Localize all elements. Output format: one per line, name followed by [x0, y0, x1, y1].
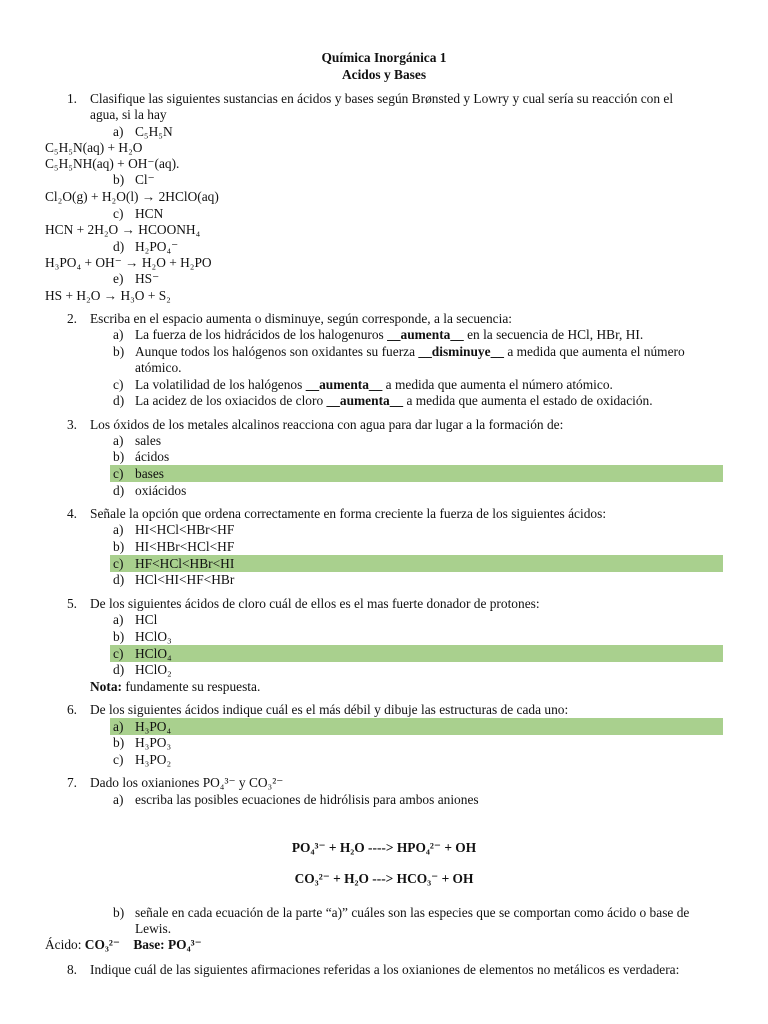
q7-text: Dado los oxianiones PO₄³⁻ y CO₃²⁻: [90, 775, 284, 790]
q1-e-reaction: HS + H₂O → H₃O + S₂: [45, 288, 171, 303]
q1-b-label: b): [113, 172, 125, 187]
q2-number: 2.: [66, 311, 77, 326]
q5-c-label: c): [113, 646, 124, 661]
q2-d-answer: __aumenta__: [326, 393, 404, 408]
q7-number: 7.: [66, 775, 77, 790]
q4-d-label: d): [113, 572, 125, 587]
q1-text-line2: agua, si la hay: [90, 107, 167, 122]
q7-answer: Ácido: CO₃²⁻ Base: PO₄³⁻: [45, 937, 202, 952]
q4-b-label: b): [113, 539, 125, 554]
q4-number: 4.: [66, 506, 77, 521]
q7-b-text-line1: señale en cada ecuación de la parte “a)” cuáles son las especies que se comportan como ácido o base de: [135, 905, 690, 920]
q1-c-reaction: HCN + 2H₂O → HCOONH₄: [45, 222, 201, 237]
q6-text: De los siguientes ácidos indique cuál es el más débil y dibuje las estructuras de cada uno:: [90, 702, 569, 717]
q6-option-c: H₃PO₂: [135, 752, 172, 767]
q3-a-label: a): [113, 433, 124, 448]
q6-option-b: H₃PO₃: [135, 735, 172, 750]
q2-c-answer: __aumenta__: [305, 377, 383, 392]
q3-number: 3.: [66, 417, 77, 432]
q5-d-label: d): [113, 662, 125, 677]
q2-b-sentence: Aunque todos los halógenos son oxidantes su fuerza __disminuye__ a medida que aumenta el número: [135, 344, 685, 359]
q3-c-label: c): [113, 466, 124, 481]
q1-a-item: C₅H₅N: [135, 124, 173, 139]
q1-number: 1.: [66, 91, 77, 106]
q1-a-reaction-2: C₅H₅NH(aq) + OH⁻(aq).: [45, 156, 180, 171]
q1-e-item: HS⁻: [135, 271, 160, 286]
q3-d-label: d): [113, 483, 125, 498]
q6-a-label: a): [113, 719, 124, 734]
q6-option-a: H₃PO₄: [135, 719, 172, 734]
q5-option-c: HClO₄: [135, 646, 172, 661]
q3-b-label: b): [113, 449, 125, 464]
q3-text: Los óxidos de los metales alcalinos reacciona con agua para dar lugar a la formación de:: [90, 417, 564, 432]
q4-text: Señale la opción que ordena correctamente en forma creciente la fuerza de los siguientes ácidos:: [90, 506, 607, 521]
q4-option-c: HF<HCl<HBr<HI: [135, 556, 235, 571]
q5-a-label: a): [113, 612, 124, 627]
q5-option-b: HClO₃: [135, 629, 172, 644]
q1-c-item: HCN: [135, 206, 164, 221]
document-title: Química Inorgánica 1: [321, 50, 447, 65]
q1-d-item: H₂PO₄⁻: [135, 239, 179, 254]
q2-d-label: d): [113, 393, 125, 408]
q5-option-a: HCl: [135, 612, 158, 627]
q6-number: 6.: [66, 702, 77, 717]
q1-c-label: c): [113, 206, 124, 221]
q2-c-sentence: La volatilidad de los halógenos __aumenta__ a medida que aumenta el número atómico.: [135, 377, 613, 392]
q1-text-line1: Clasifique las siguientes sustancias en ácidos y bases según Brønsted y Lowry y cual sería su reacción con el: [90, 91, 674, 106]
q2-d-sentence: La acidez de los oxiacidos de cloro __aumenta__ a medida que aumenta el estado de oxidación.: [135, 393, 653, 408]
q8-number: 8.: [66, 962, 77, 977]
q4-option-d: HCl<HI<HF<HBr: [135, 572, 235, 587]
q3-option-d: oxiácidos: [135, 483, 187, 498]
document-subtitle: Acidos y Bases: [341, 67, 427, 82]
q2-b-continuation: atómico.: [135, 360, 182, 375]
q4-option-a: HI<HCl<HBr<HF: [135, 522, 235, 537]
q1-a-reaction-1: C₅H₅N(aq) + H₂O: [45, 140, 143, 155]
q7-b-text-line2: Lewis.: [135, 921, 172, 936]
q5-answer-highlight: [110, 645, 723, 662]
q3-option-c: bases: [135, 466, 165, 481]
q2-text: Escriba en el espacio aumenta o disminuye, según corresponde, a la secuencia:: [90, 311, 513, 326]
q7-a-label: a): [113, 792, 124, 807]
q5-note: Nota: fundamente su respuesta.: [90, 679, 261, 694]
q7-b-label: b): [113, 905, 125, 920]
q4-c-label: c): [113, 556, 124, 571]
q5-number: 5.: [66, 596, 77, 611]
q6-answer-highlight: [110, 718, 723, 735]
q2-c-label: c): [113, 377, 124, 392]
q2-b-label: b): [113, 344, 125, 359]
q5-option-d: HClO₂: [135, 662, 172, 677]
q2-a-label: a): [113, 327, 124, 342]
q2-a-answer: __aumenta__: [387, 327, 464, 342]
q3-option-b: ácidos: [135, 449, 170, 464]
q3-answer-highlight: [110, 465, 723, 482]
q1-d-label: d): [113, 239, 125, 254]
q1-e-label: e): [113, 271, 124, 286]
q7-equation-1: PO₄³⁻ + H₂O ----> HPO₄²⁻ + OH: [291, 840, 477, 855]
q1-b-item: Cl⁻: [135, 172, 155, 187]
q2-b-answer: __disminuye__: [418, 344, 504, 359]
q4-option-b: HI<HBr<HCl<HF: [135, 539, 235, 554]
q1-a-label: a): [113, 124, 124, 139]
q2-a-sentence: La fuerza de los hidrácidos de los halogenuros __aumenta__ en la secuencia de HCl, HBr, HI.: [135, 327, 644, 342]
q3-option-a: sales: [135, 433, 162, 448]
q6-b-label: b): [113, 735, 125, 750]
q5-text: De los siguientes ácidos de cloro cuál de ellos es el mas fuerte donador de protones:: [90, 596, 540, 611]
q6-c-label: c): [113, 752, 124, 767]
q5-b-label: b): [113, 629, 125, 644]
q7-equation-2: CO₃²⁻ + H₂O ---> HCO₃⁻ + OH: [294, 871, 474, 886]
q4-a-label: a): [113, 522, 124, 537]
q1-b-reaction: Cl₂O(g) + H₂O(l) → 2HClO(aq): [45, 189, 219, 204]
q1-d-reaction: H₃PO₄ + OH⁻ → H₂O + H₂PO: [45, 255, 212, 270]
q8-text: Indique cuál de las siguientes afirmaciones referidas a los oxianiones de elementos no metálicos es verdadera:: [90, 962, 680, 977]
q7-a-text: escriba las posibles ecuaciones de hidrólisis para ambos aniones: [135, 792, 479, 807]
